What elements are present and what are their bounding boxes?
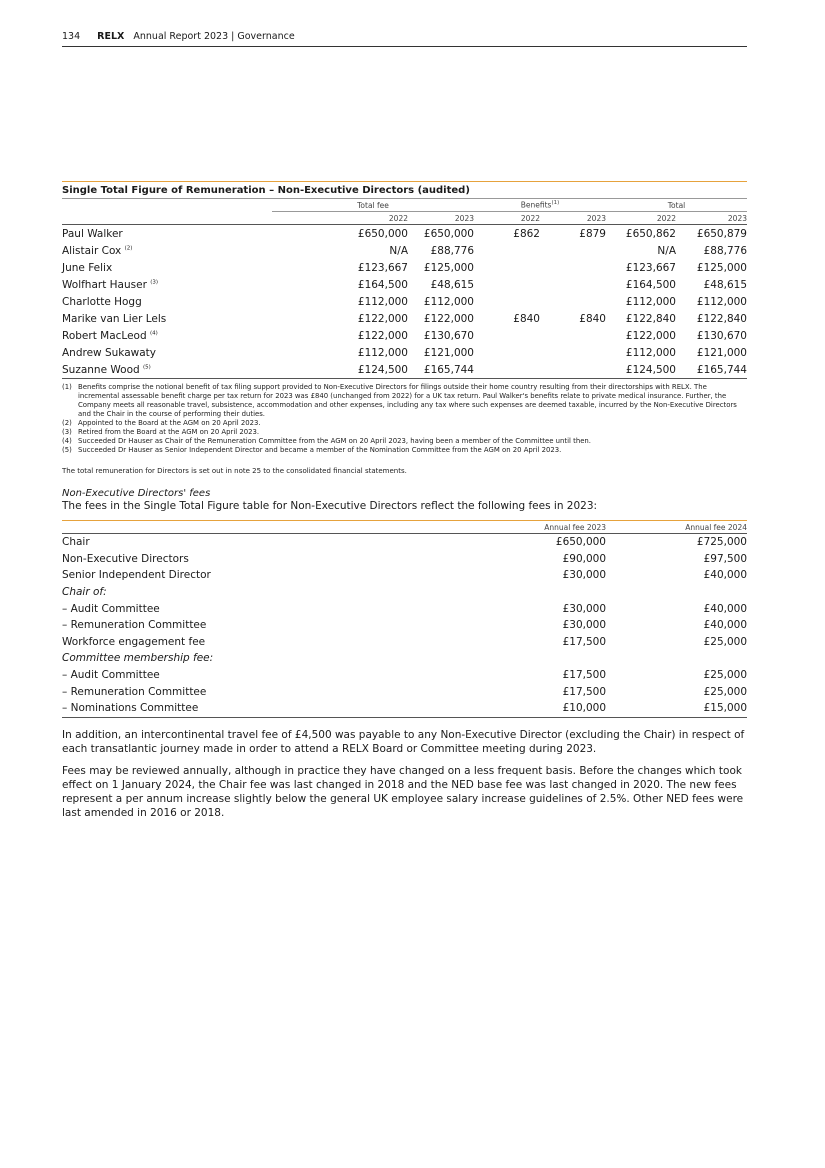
remuneration-table — [62, 199, 747, 379]
fee-label: Committee membership fee: — [62, 652, 214, 665]
tot-2023-cell: £121,000 — [696, 346, 747, 359]
director-name-cell — [62, 293, 272, 310]
director-name: Robert MacLeod — [62, 329, 147, 342]
director-name: Marike van Lier Lels — [62, 312, 167, 325]
tot-2022-cell: £650,862 — [625, 227, 676, 240]
total-group-header: Total — [606, 199, 747, 212]
fee-2023-cell: £130,670 — [423, 329, 474, 342]
tot-2022-cell: £123,667 — [625, 261, 676, 274]
year-header: 2023 — [676, 212, 747, 225]
director-name-cell — [62, 344, 272, 361]
tot-2023-cell: £130,670 — [696, 329, 747, 342]
fee-2023-cell: £17,500 — [562, 669, 606, 682]
fee-2022-cell: £123,667 — [357, 261, 408, 274]
tot-2022-cell: £122,000 — [625, 329, 676, 342]
fees-title: Non-Executive Directors' fees — [62, 488, 211, 499]
ben-2023-cell — [540, 242, 606, 259]
footnote-ref: (5) — [143, 364, 151, 370]
fee-2022-cell: £112,000 — [357, 295, 408, 308]
footnote-number: (2) — [62, 419, 72, 427]
ben-2023-cell: £840 — [579, 312, 606, 325]
table-row — [62, 600, 747, 617]
total-remuneration-note: The total remuneration for Directors is set out in note 25 to the consolidated financial statements. — [62, 467, 407, 475]
table-row — [62, 344, 747, 361]
fee-2024-cell: £40,000 — [703, 619, 747, 632]
fee-2023-cell — [464, 650, 606, 667]
ben-2023-cell — [540, 259, 606, 276]
footnote-number: (5) — [62, 446, 72, 454]
ben-2022-cell — [474, 361, 540, 379]
fee-2023-cell: £165,744 — [408, 361, 474, 379]
table-row — [62, 276, 747, 293]
fee-2024-cell: £97,500 — [703, 552, 747, 565]
fee-label: Non-Executive Directors — [62, 552, 189, 565]
ben-2023-cell — [540, 361, 606, 379]
table-row — [62, 259, 747, 276]
fee-2024-cell: £15,000 — [606, 700, 747, 717]
fee-2022-cell: £650,000 — [357, 227, 408, 240]
fee-2023-cell: £10,000 — [464, 700, 606, 717]
ben-2023-cell — [540, 327, 606, 344]
table-row — [62, 617, 747, 634]
tot-2022-cell: £122,840 — [625, 312, 676, 325]
footnote — [62, 437, 747, 446]
footnote-text: Retired from the Board at the AGM on 20 April 2023. — [78, 428, 260, 436]
tot-2023-cell: £88,776 — [703, 244, 747, 257]
ben-2022-cell: £840 — [513, 312, 540, 325]
director-name-cell — [62, 276, 272, 293]
fee-2024-cell: £25,000 — [703, 635, 747, 648]
fee-label: Chair — [62, 536, 90, 549]
director-name-cell — [62, 310, 272, 327]
fee-2023-cell: £48,615 — [430, 278, 474, 291]
table-row — [62, 310, 747, 327]
fee-2024-cell: £40,000 — [703, 602, 747, 615]
fee-2022-cell: £164,500 — [357, 278, 408, 291]
fee-label: – Nominations Committee — [62, 700, 464, 717]
footnote-ref: (3) — [150, 279, 159, 285]
table-row — [62, 293, 747, 310]
fee-label: – Remuneration Committee — [62, 685, 207, 698]
director-name-cell — [62, 225, 272, 243]
fee-2023-cell: £17,500 — [562, 685, 606, 698]
report-title: Annual Report 2023 | Governance — [133, 31, 295, 42]
fee-label: – Audit Committee — [62, 669, 160, 682]
table-row — [62, 584, 747, 601]
fee-2023-cell: £88,776 — [430, 244, 474, 257]
fee-2022-cell: £112,000 — [357, 346, 408, 359]
fee-label: Chair of: — [62, 586, 107, 599]
fee-2024-cell: £725,000 — [696, 536, 747, 549]
director-name: June Felix — [62, 261, 113, 274]
footnote — [62, 428, 747, 437]
footnote-text: Appointed to the Board at the AGM on 20 April 2023. — [78, 419, 261, 427]
footnote-text: Benefits comprise the notional benefit of tax filing support provided to Non-Executive Directors for filings outside their home country resulting from their directorships with RELX. The incremental assessable benefit charge per tax return for 2023 was £840 (unchanged from 2022) for a UK tax return. Paul Walker's benefits relate to private medical insurance. Further, the Company meets all reasonable travel, subsistence, accommodation and other expenses, including any tax where such expenses are deemed taxable, incurred by the Non-Executive Directors and the Chair in the course of performing their duties. — [78, 383, 737, 418]
brand-name: RELX — [97, 31, 125, 42]
fee-2023-cell: £650,000 — [423, 227, 474, 240]
footnotes — [62, 383, 747, 455]
fee-2023-cell: £125,000 — [423, 261, 474, 274]
fee-2022-cell: £124,500 — [272, 361, 408, 379]
footnote-number: (3) — [62, 428, 72, 436]
footnote — [62, 419, 747, 428]
ben-2022-cell — [474, 259, 540, 276]
table-row — [62, 361, 747, 379]
travel-fee-paragraph: In addition, an intercontinental travel fee of £4,500 was payable to any Non-Executive Director (excluding the Chair) in respect of each transatlantic journey made in order to attend a RELX Board or Committee meeting during 2023. — [62, 728, 745, 755]
tot-2022-cell: £164,500 — [625, 278, 676, 291]
fee-2024-cell: £25,000 — [703, 669, 747, 682]
table-row — [62, 634, 747, 651]
director-name-cell — [62, 242, 272, 259]
fee-2023-cell — [464, 584, 606, 601]
fee-2024-cell: £40,000 — [703, 569, 747, 582]
ben-2022-cell — [474, 344, 540, 361]
ben-2023-cell — [540, 276, 606, 293]
fee-label: – Audit Committee — [62, 602, 160, 615]
tot-2023-cell: £125,000 — [696, 261, 747, 274]
tot-2023-cell: £112,000 — [696, 295, 747, 308]
ben-2022-cell: £862 — [513, 227, 540, 240]
total-fee-group-header: Total fee — [272, 199, 474, 212]
footnote-text: Succeeded Dr Hauser as Senior Independent Director and became a member of the Nomination Committee from the AGM on 20 April 2023. — [78, 446, 562, 454]
fee-2023-cell: £30,000 — [562, 619, 606, 632]
director-name-cell — [62, 327, 272, 344]
fee-label: Senior Independent Director — [62, 569, 211, 582]
year-header: 2022 — [272, 212, 408, 225]
director-name-cell — [62, 361, 272, 379]
table-row — [62, 667, 747, 684]
director-name: Andrew Sukawaty — [62, 346, 156, 359]
tot-2022-cell: £112,000 — [625, 346, 676, 359]
fee-2023-cell: £112,000 — [423, 295, 474, 308]
fee-2023-cell: £30,000 — [562, 602, 606, 615]
fee-label: – Remuneration Committee — [62, 619, 207, 632]
fee-2022-cell: £122,000 — [357, 312, 408, 325]
footnote-text: Succeeded Dr Hauser as Chair of the Remuneration Committee from the AGM on 20 April 2023, having been a member of the Committee until then. — [78, 437, 591, 445]
tot-2022-cell: £124,500 — [606, 361, 676, 379]
table-row — [62, 683, 747, 700]
fee-label: Workforce engagement fee — [62, 635, 206, 648]
tot-2023-cell: £122,840 — [696, 312, 747, 325]
director-name: Charlotte Hogg — [62, 295, 142, 308]
director-name: Wolfhart Hauser — [62, 278, 147, 291]
fee-2023-cell: £17,500 — [562, 635, 606, 648]
page-number: 134 — [62, 31, 81, 42]
ben-2022-cell — [474, 293, 540, 310]
ben-2022-cell — [474, 327, 540, 344]
director-name: Alistair Cox — [62, 244, 122, 257]
table-row — [62, 225, 747, 243]
year-header: 2022 — [474, 212, 540, 225]
fee-2023-cell: £121,000 — [423, 346, 474, 359]
ben-2023-cell — [540, 293, 606, 310]
table-row — [62, 551, 747, 568]
table-row — [62, 242, 747, 259]
fee-2023-cell: £90,000 — [562, 552, 606, 565]
director-name-cell — [62, 259, 272, 276]
table-row — [62, 700, 747, 717]
fees-intro: The fees in the Single Total Figure table for Non-Executive Directors reflect the following fees in 2023: — [62, 500, 598, 512]
tot-2022-cell: N/A — [657, 244, 676, 257]
fee-2024-header: Annual fee 2024 — [606, 521, 747, 534]
footnote-number: (4) — [62, 437, 72, 445]
fee-2024-cell — [606, 584, 747, 601]
tot-2023-cell: £165,744 — [676, 361, 747, 379]
table-row — [62, 650, 747, 667]
fee-2023-cell: £30,000 — [562, 569, 606, 582]
director-name: Paul Walker — [62, 227, 123, 240]
table-row — [62, 534, 747, 551]
director-name: Suzanne Wood — [62, 363, 140, 376]
page-header — [62, 31, 747, 47]
remuneration-table-title: Single Total Figure of Remuneration – Non-Executive Directors (audited) — [62, 182, 747, 199]
year-header: 2022 — [606, 212, 676, 225]
footnote — [62, 383, 747, 419]
fee-2022-cell: N/A — [389, 244, 408, 257]
fee-2024-cell: £25,000 — [703, 685, 747, 698]
fee-2024-cell — [606, 650, 747, 667]
fee-2023-header: Annual fee 2023 — [464, 521, 606, 534]
table-row — [62, 327, 747, 344]
fees-table — [62, 521, 747, 718]
tot-2023-cell: £48,615 — [703, 278, 747, 291]
ben-2023-cell — [540, 344, 606, 361]
fee-review-paragraph: Fees may be reviewed annually, although in practice they have changed on a less frequent basis. Before the changes which took effect on 1 January 2024, the Chair fee was last changed in 2018 and the NED base fee was last changed in 2020. The new fees represent a per annum increase slightly below the general UK employee salary increase guidelines of 2.5%. Other NED fees were last amended in 2016 or 2018. — [62, 764, 744, 819]
ben-2022-cell — [474, 276, 540, 293]
tot-2023-cell: £650,879 — [696, 227, 747, 240]
year-header: 2023 — [408, 212, 474, 225]
footnote-number: (1) — [62, 383, 72, 391]
footnote-ref: (2) — [124, 245, 133, 251]
fee-2023-cell: £650,000 — [555, 536, 606, 549]
remuneration-section — [62, 181, 747, 820]
year-header: 2023 — [540, 212, 606, 225]
fee-2022-cell: £122,000 — [357, 329, 408, 342]
table-row — [62, 567, 747, 584]
footnote — [62, 446, 747, 455]
benefits-group-header: Benefits$^{(1)}$ — [474, 199, 606, 212]
tot-2022-cell: £112,000 — [625, 295, 676, 308]
fee-2023-cell: £122,000 — [423, 312, 474, 325]
ben-2022-cell — [474, 242, 540, 259]
footnote-ref: (4) — [149, 330, 158, 336]
ben-2023-cell: £879 — [579, 227, 606, 240]
